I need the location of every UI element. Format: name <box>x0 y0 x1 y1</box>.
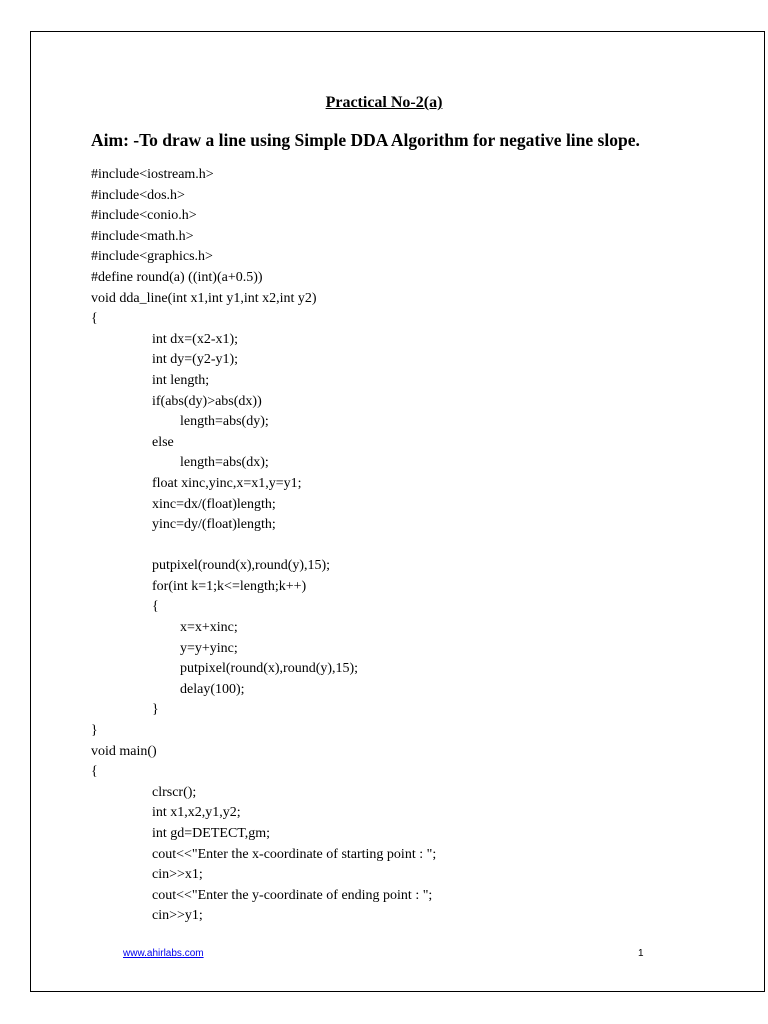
code-block <box>91 165 436 927</box>
code-line: length=abs(dx); <box>180 455 269 471</box>
code-line: y=y+yinc; <box>180 640 238 656</box>
code-line: cout<<"Enter the y-coordinate of ending point : "; <box>152 887 433 903</box>
page-title: Practical No-2(a) <box>325 94 443 111</box>
code-line: length=abs(dy); <box>180 414 269 430</box>
code-line: #define round(a) ((int)(a+0.5)) <box>91 269 263 285</box>
code-line: x=x+xinc; <box>180 620 238 636</box>
code-line: #include<math.h> <box>91 228 194 244</box>
code-line: void main() <box>91 743 157 759</box>
code-line: cout<<"Enter the x-coordinate of starting point : "; <box>152 846 437 862</box>
code-line: cin>>x1; <box>152 867 203 883</box>
code-line: #include<graphics.h> <box>91 249 213 265</box>
code-line: int gd=DETECT,gm; <box>152 826 271 841</box>
code-line: clrscr(); <box>152 784 197 800</box>
code-line: for(int k=1;k<=length;k++) <box>152 578 307 594</box>
code-line: putpixel(round(x),round(y),15); <box>180 661 359 677</box>
code-line: } <box>152 702 159 718</box>
code-line: float xinc,yinc,x=x1,y=y1; <box>152 475 302 491</box>
code-line: { <box>91 311 98 327</box>
code-line: #include<dos.h> <box>91 187 185 203</box>
code-line: delay(100); <box>180 681 245 697</box>
code-line: if(abs(dy)>abs(dx)) <box>152 393 262 409</box>
code-line: int dy=(y2-y1); <box>152 352 239 368</box>
code-line: yinc=dy/(float)length; <box>152 517 276 533</box>
page-number: 1 <box>638 948 644 959</box>
code-line: { <box>152 599 159 615</box>
code-line: { <box>91 764 98 780</box>
code-line <box>91 536 436 557</box>
code-line: else <box>152 434 174 450</box>
code-line: #include<conio.h> <box>91 208 197 224</box>
code-line: int length; <box>152 372 210 388</box>
code-line: putpixel(round(x),round(y),15); <box>152 558 331 574</box>
code-line: xinc=dx/(float)length; <box>152 496 276 512</box>
code-line: #include<iostream.h> <box>91 167 214 182</box>
code-line: int x1,x2,y1,y2; <box>152 805 241 821</box>
code-line: int dx=(x2-x1); <box>152 331 239 347</box>
footer-website-link[interactable]: www.ahirlabs.com <box>123 948 204 959</box>
code-line: cin>>y1; <box>152 908 203 924</box>
code-line: void dda_line(int x1,int y1,int x2,int y2) <box>91 290 317 306</box>
aim-heading: Aim: -To draw a line using Simple DDA Algorithm for negative line slope. <box>91 130 640 150</box>
code-line: } <box>91 723 98 739</box>
